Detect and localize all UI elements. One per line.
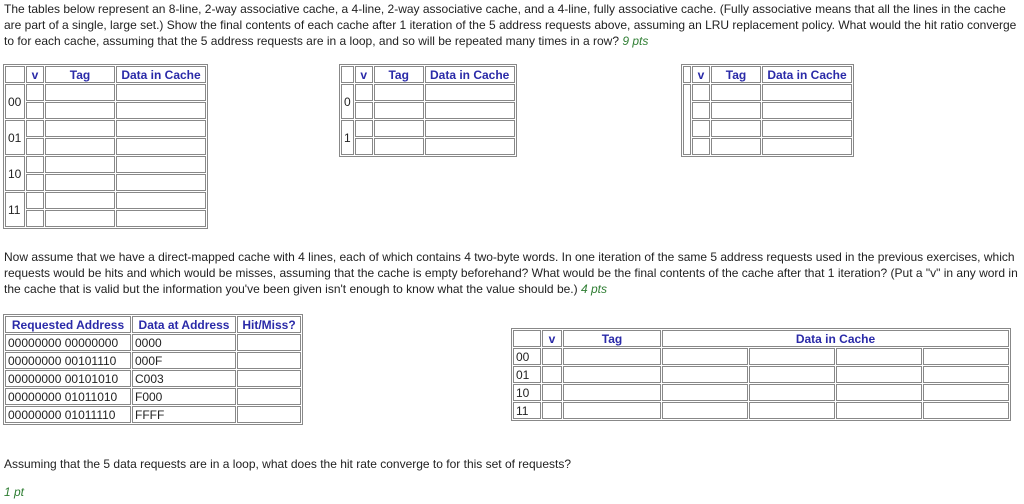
table-row [5, 370, 301, 387]
tag-cell[interactable] [45, 192, 115, 209]
valid-cell[interactable] [26, 156, 44, 173]
valid-cell[interactable] [542, 402, 562, 419]
tag-header: Tag [563, 330, 661, 347]
valid-cell[interactable] [692, 120, 710, 137]
address-cell: 00000000 00101110 [5, 352, 131, 369]
cache-fully-assoc-table [681, 64, 854, 157]
data-cell[interactable] [116, 102, 206, 119]
tag-cell[interactable] [45, 138, 115, 155]
table-row [5, 352, 301, 369]
requested-address-header: Requested Address [5, 316, 131, 333]
valid-cell[interactable] [542, 348, 562, 365]
section3-text: Assuming that the 5 data requests are in a loop, what does the hit rate converge to for this set of requests? [4, 457, 571, 471]
word-cell[interactable] [749, 366, 835, 383]
data-value-cell: 000F [132, 352, 236, 369]
valid-cell[interactable] [355, 102, 373, 119]
cache-line-row [513, 348, 1009, 365]
data-cell[interactable] [762, 84, 852, 101]
valid-cell[interactable] [355, 120, 373, 137]
valid-cell[interactable] [692, 84, 710, 101]
data-value-cell: C003 [132, 370, 236, 387]
address-cell: 00000000 00101010 [5, 370, 131, 387]
address-cell: 00000000 01011110 [5, 406, 131, 423]
cache-line-row [513, 402, 1009, 419]
set-label: 0 [341, 84, 354, 119]
data-cell[interactable] [116, 174, 206, 191]
data-cell[interactable] [425, 102, 515, 119]
line-label: 00 [513, 348, 541, 365]
tag-cell[interactable] [45, 84, 115, 101]
table-row [5, 334, 301, 351]
data-header: Data in Cache [425, 66, 515, 83]
valid-cell[interactable] [26, 174, 44, 191]
word-cell[interactable] [923, 348, 1009, 365]
section3-points: 1 pt [4, 485, 25, 499]
data-cell[interactable] [762, 138, 852, 155]
word-cell[interactable] [749, 384, 835, 401]
word-cell[interactable] [662, 402, 748, 419]
table-row [5, 406, 301, 423]
word-cell[interactable] [923, 402, 1009, 419]
valid-cell[interactable] [26, 102, 44, 119]
tag-cell[interactable] [374, 84, 424, 101]
data-at-address-header: Data at Address [132, 316, 236, 333]
data-cell[interactable] [116, 84, 206, 101]
data-value-cell: F000 [132, 388, 236, 405]
data-cell[interactable] [116, 210, 206, 227]
hit-miss-cell[interactable] [237, 370, 301, 387]
cache-line-row [513, 384, 1009, 401]
tag-cell[interactable] [563, 348, 661, 365]
tag-cell[interactable] [45, 120, 115, 137]
intro-text: The tables below represent an 8-line, 2-way associative cache, a 4-line, 2-way associative cache, and a 4-line, fully associative cache. (Fully associative means that all the lines in the cache are part of a single, large set.) Show the final contents of each cache after 1 iteration of the 5 address requests above, assuming an LRU replacement policy. What would the hit ratio converge to for each cache, assuming that the 5 address requests are in a loop, and so will be repeated many times in a row? [4, 2, 1017, 48]
tag-cell[interactable] [45, 210, 115, 227]
intro-paragraph [4, 1, 1018, 49]
tag-cell[interactable] [711, 120, 761, 137]
tag-header: Tag [711, 66, 761, 83]
word-cell[interactable] [836, 366, 922, 383]
valid-cell[interactable] [355, 138, 373, 155]
data-cell[interactable] [425, 84, 515, 101]
tag-cell[interactable] [711, 84, 761, 101]
set-label: 01 [5, 120, 25, 155]
cache-8line-2way-table [3, 64, 208, 229]
section2-points: 4 pts [580, 282, 607, 296]
data-header: Data in Cache [116, 66, 206, 83]
tag-cell[interactable] [563, 384, 661, 401]
tag-cell[interactable] [563, 402, 661, 419]
word-cell[interactable] [836, 384, 922, 401]
valid-cell[interactable] [692, 138, 710, 155]
tag-cell[interactable] [563, 366, 661, 383]
valid-cell[interactable] [542, 366, 562, 383]
word-cell[interactable] [749, 348, 835, 365]
data-cell[interactable] [762, 102, 852, 119]
valid-cell[interactable] [542, 384, 562, 401]
word-cell[interactable] [836, 402, 922, 419]
data-cell[interactable] [116, 138, 206, 155]
cache-4line-2way-table [339, 64, 517, 157]
v-header: v [26, 66, 44, 83]
v-header: v [692, 66, 710, 83]
tag-cell[interactable] [45, 102, 115, 119]
tag-cell[interactable] [374, 138, 424, 155]
data-cell[interactable] [116, 156, 206, 173]
direct-mapped-cache-table [511, 328, 1011, 421]
word-cell[interactable] [923, 384, 1009, 401]
tag-cell[interactable] [374, 102, 424, 119]
hit-miss-header: Hit/Miss? [237, 316, 301, 333]
valid-cell[interactable] [26, 210, 44, 227]
word-cell[interactable] [662, 366, 748, 383]
data-header: Data in Cache [662, 330, 1009, 347]
requests-table [3, 314, 303, 425]
hit-miss-cell[interactable] [237, 334, 301, 351]
data-value-cell: FFFF [132, 406, 236, 423]
line-label: 11 [513, 402, 541, 419]
line-label: 01 [513, 366, 541, 383]
cache-line-row [513, 366, 1009, 383]
tag-cell[interactable] [45, 174, 115, 191]
set-label: 11 [5, 192, 25, 227]
set-label: 1 [341, 120, 354, 155]
data-cell[interactable] [425, 120, 515, 137]
hit-miss-cell[interactable] [237, 406, 301, 423]
data-cell[interactable] [116, 120, 206, 137]
tag-header: Tag [374, 66, 424, 83]
tag-cell[interactable] [45, 156, 115, 173]
valid-cell[interactable] [692, 102, 710, 119]
tag-header: Tag [45, 66, 115, 83]
hit-miss-cell[interactable] [237, 352, 301, 369]
valid-cell[interactable] [26, 84, 44, 101]
line-label: 10 [513, 384, 541, 401]
valid-cell[interactable] [355, 84, 373, 101]
address-cell: 00000000 01011010 [5, 388, 131, 405]
intro-points: 9 pts [622, 34, 649, 48]
set-label: 00 [5, 84, 25, 119]
table-row [5, 388, 301, 405]
valid-cell[interactable] [26, 138, 44, 155]
valid-cell[interactable] [26, 192, 44, 209]
word-cell[interactable] [749, 402, 835, 419]
section2-paragraph [4, 249, 1018, 297]
tag-cell[interactable] [711, 102, 761, 119]
section3-paragraph [4, 456, 1018, 472]
word-cell[interactable] [662, 384, 748, 401]
tag-cell[interactable] [374, 120, 424, 137]
word-cell[interactable] [836, 348, 922, 365]
data-cell[interactable] [762, 120, 852, 137]
set-label: 10 [5, 156, 25, 191]
word-cell[interactable] [923, 366, 1009, 383]
valid-cell[interactable] [26, 120, 44, 137]
hit-miss-cell[interactable] [237, 388, 301, 405]
word-cell[interactable] [662, 348, 748, 365]
v-header: v [542, 330, 562, 347]
data-cell[interactable] [116, 192, 206, 209]
section2-text: Now assume that we have a direct-mapped cache with 4 lines, each of which contains 4 two-byte words. In one iteration of the same 5 address requests used in the previous exercises, which requests would be hits and which would be misses, assuming that the cache is empty beforehand? What would be the final contents of the cache after that 1 iteration? (Put a "v" in any word in the cache that is valid but the information you've been given isn't enough to know what the value should be.) [4, 250, 1018, 296]
data-value-cell: 0000 [132, 334, 236, 351]
data-cell[interactable] [425, 138, 515, 155]
tag-cell[interactable] [711, 138, 761, 155]
v-header: v [355, 66, 373, 83]
address-cell: 00000000 00000000 [5, 334, 131, 351]
data-header: Data in Cache [762, 66, 852, 83]
